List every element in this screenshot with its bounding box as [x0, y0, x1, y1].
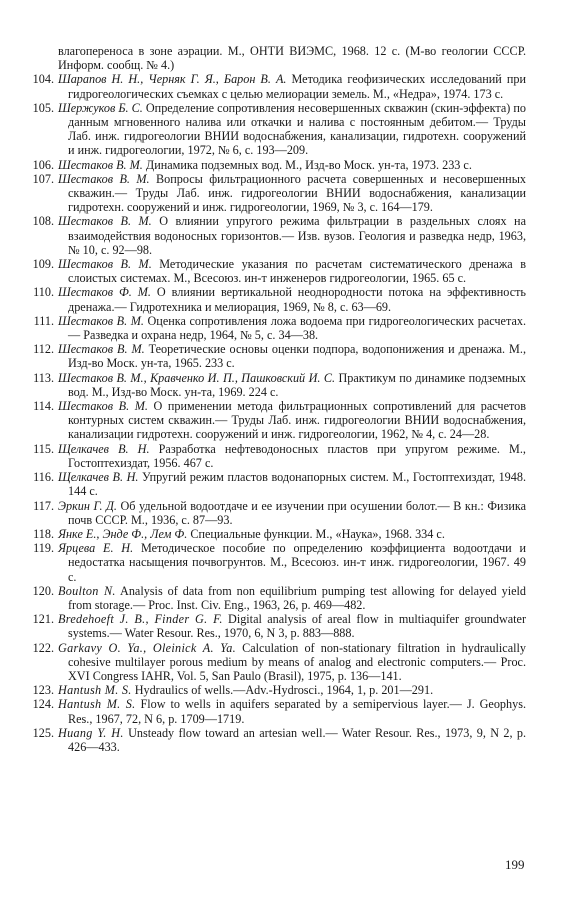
reference-authors: Ярцева Е. Н. [58, 541, 134, 556]
reference-item [32, 583, 526, 612]
reference-authors: Эркин Г. Д. [58, 498, 117, 513]
reference-text: Практикум по динамике подземных вод. М., Изд-во Моск. ун-та, 1969. 224 с. [68, 370, 527, 399]
reference-body [58, 158, 526, 172]
reference-text: О применении метода фильтрационных сопротивлений для расчетов контурных систем скважин.— Труды Лаб. инж. гидрогеологии ВНИИ водоснабжения, канализации гидротехн. сооружений и инж. гидрогеологии, 1962, № 4, с. 24—28. [68, 399, 526, 442]
reference-authors: Шестаков В. М. [58, 214, 152, 229]
reference-text: Разработка нефтеводоносных пластов при упругом режиме. М., Гостоптехиздат, 1956. 467 с. [68, 441, 526, 470]
reference-number: 121. [32, 612, 54, 627]
reference-number: 118. [33, 526, 54, 541]
reference-item [33, 399, 526, 442]
page-number: 199 [505, 857, 525, 872]
reference-text: Unsteady flow toward an artesian well.— Water Resour. Res., 1973, 9, N 2, p. 426—433. [68, 725, 527, 754]
reference-number: 115. [33, 441, 54, 456]
reference-text: Вопросы фильтрационного расчета совершенных и несовершенных скважин.— Труды Лаб. инж. гидрогеологии ВНИИ водоснабжения, канализации гидротехн. сооружений и инж. гидрогеологии, 1969, № 3, с. 164—179. [68, 171, 526, 215]
reference-number: 112. [33, 342, 54, 357]
reference-text: О влиянии вертикальной неоднородности потока на эффективность дренажа.— Гидротехника и мелиорация, 1969, № 8, с. 63—69. [68, 285, 526, 314]
reference-text: Специальные функции. М., «Наука», 1968. 334 с. [187, 526, 445, 541]
reference-text: О влиянии упругого режима фильтрации в раздельных слоях на взаимодействия водоносных горизонтов.— Изв. вузов. Геология и разведка недр, 1963, № 10, с. 92—98. [68, 214, 526, 257]
reference-authors: Шестаков В. М. [58, 399, 148, 414]
reference-text: Оценка сопротивления ложа водоема при гидрогеологических расчетах.— Разведка и охрана недр, 1964, № 5, с. 34—38. [68, 313, 526, 343]
reference-item [33, 470, 526, 499]
reference-text: Методическое пособие по определению коэффициента водоотдачи и недостатка насыщения почвогрунтов. М., Всесоюз. ин-т инж. гидрогеологии, 1967. 49 с. [68, 541, 526, 584]
reference-authors: Шестаков В. М. [58, 313, 144, 328]
reference-item [33, 342, 526, 371]
reference-item [33, 541, 526, 584]
reference-body [58, 257, 526, 285]
reference-text: Calculation of non-stationary filtration in hydraulically cohesive multilayer porous medium by means of analog and electronic computers.— Proc. XVI Congress IAHR, Vol. 5, San Paulo (Brasil), 1975, p. 136—141. [68, 640, 526, 683]
reference-item [33, 370, 527, 399]
reference-authors: Boulton N. [58, 583, 116, 598]
reference-authors: Щелкачев В. Н. [58, 441, 150, 456]
reference-body [58, 214, 526, 257]
reference-number: 108. [32, 214, 54, 229]
reference-item [32, 72, 526, 101]
reference-text: Flow to wells in aquifers separated by a semipervious layer.— J. Geophys. Res., 1967, 72, N 6, p. 1709—1719. [68, 697, 526, 726]
reference-body [58, 101, 526, 158]
reference-body [58, 697, 526, 725]
reference-item [32, 612, 527, 641]
reference-text: Методика геофизических исследований при гидрогеологических съемках с целью мелиорации земель. М., «Недра», 1974. 173 с. [68, 72, 526, 101]
reference-authors: Янке Е., Энде Ф., Лем Ф. [58, 526, 188, 541]
reference-body [58, 285, 526, 313]
reference-text: Digital analysis of areal flow in multiaquifer groundwater systems.— Water Resour. Res., 1970, 6, N 3, p. 883—888. [68, 612, 527, 641]
reference-authors: Шестаков В. М. [58, 342, 145, 357]
reference-item [33, 498, 526, 527]
reference-item [32, 640, 526, 684]
reference-item [32, 214, 526, 257]
reference-number: 111. [33, 313, 54, 328]
reference-number: 125. [32, 725, 54, 740]
reference-item [33, 441, 526, 470]
reference-body [58, 342, 526, 370]
reference-body [58, 584, 526, 612]
reference-authors: Щелкачев В. Н. [58, 470, 139, 485]
reference-body [58, 541, 526, 584]
reference-number: 104. [32, 72, 54, 87]
reference-authors: Шержуков Б. С. [58, 100, 143, 115]
reference-text: Hydraulics of wells.—Adv.-Hydrosci., 1964, 1, p. 201—291. [131, 683, 434, 698]
reference-text: Динамика подземных вод. М., Изд-во Моск. ун-та, 1973. 233 с. [142, 157, 472, 172]
reference-body [58, 527, 526, 541]
reference-body [58, 612, 526, 640]
reference-body [58, 470, 526, 498]
reference-text: Analysis of data from non equilibrium pumping test allowing for delayed yield from storage.— Proc. Inst. Civ. Eng., 1963, 26, p. 469—482. [68, 583, 526, 612]
reference-authors: Шестаков В. М. [58, 257, 152, 272]
reference-authors: Шестаков В. М., Кравченко И. П., Пашковский И. С. [58, 370, 336, 385]
reference-authors: Шарапов Н. Н., Черняк Г. Я., Барон В. А. [58, 72, 287, 87]
reference-authors: Hantush M. S. [58, 697, 136, 712]
reference-text: Об удельной водоотдаче и ее изучении при осушении болот.— В кн.: Физика почв СССР. М., 1936, с. 87—93. [68, 498, 526, 527]
reference-number: 105. [32, 100, 54, 115]
reference-item [32, 171, 526, 215]
reference-number: 110. [33, 285, 54, 300]
reference-body [58, 314, 526, 342]
reference-authors: Шестаков В. М. [58, 171, 150, 186]
reference-number: 114. [33, 399, 54, 414]
reference-body [58, 499, 526, 527]
reference-item [33, 526, 526, 541]
reference-item [32, 100, 526, 158]
reference-item [32, 683, 526, 698]
reference-number: 113. [33, 370, 54, 385]
reference-body [58, 726, 526, 754]
reference-number: 106. [32, 157, 54, 172]
reference-item [32, 157, 526, 172]
reference-item [33, 313, 526, 343]
reference-text: Теоретические основы оценки подпора, водопонижения и дренажа. М., Изд-во Моск. ун-та, 1965. 233 с. [68, 342, 526, 371]
reference-item [32, 725, 527, 754]
reference-item [33, 285, 526, 314]
reference-authors: Garkavy O. Ya., Oleinick A. Ya. [58, 640, 236, 655]
reference-text: Определение сопротивления несовершенных скважин (скин-эффекта) по данным мгновенного налива или откачки и налива с постоянным дебитом.— Труды Лаб. инж. гидрогеологии ВНИИ водоснабжения, канализации, гидротехн. сооружений и инж. гидрогеологии, 1972, № 6, с. 193—209. [68, 100, 526, 158]
reference-authors: Шестаков Ф. М. [58, 285, 151, 300]
reference-authors: Шестаков В. М. [58, 157, 143, 172]
reference-number: 117. [33, 498, 54, 513]
reference-authors: Bredehoeft J. B., Finder G. F. [58, 612, 223, 627]
reference-authors: Hantush M. S. [58, 683, 132, 698]
reference-body [58, 399, 526, 442]
reference-number: 107. [32, 171, 54, 186]
reference-item [32, 257, 526, 286]
reference-body [58, 172, 526, 215]
reference-number: 123. [32, 683, 54, 698]
reference-number: 109. [32, 257, 54, 272]
reference-number: 116. [33, 470, 54, 485]
reference-authors: Huang Y. H. [58, 725, 124, 740]
reference-continuation [58, 44, 526, 72]
reference-number: 119. [33, 541, 54, 556]
reference-body [58, 683, 526, 697]
reference-body [58, 371, 526, 399]
reference-number: 120. [32, 583, 54, 598]
reference-list [32, 44, 527, 754]
reference-text: Методические указания по расчетам систематического дренажа в слоистых системах. М., Всесоюз. ин-т инженеров гидрогеологии, 1965. 65 с. [68, 257, 526, 286]
reference-continuation-text: влагопереноса в зоне аэрации. М., ОНТИ ВИЭМС, 1968. 12 с. (М-во геологии СССР. Информ. сообщ. № 4.) [58, 44, 526, 73]
reference-number: 124. [32, 697, 54, 712]
reference-body [58, 72, 526, 100]
reference-body [58, 442, 526, 470]
reference-item [32, 697, 526, 726]
reference-number: 122. [32, 640, 54, 655]
reference-body [58, 641, 526, 684]
reference-text: Упругий режим пластов водонапорных систем. М., Гостоптехиздат, 1948. 144 с. [68, 470, 526, 499]
